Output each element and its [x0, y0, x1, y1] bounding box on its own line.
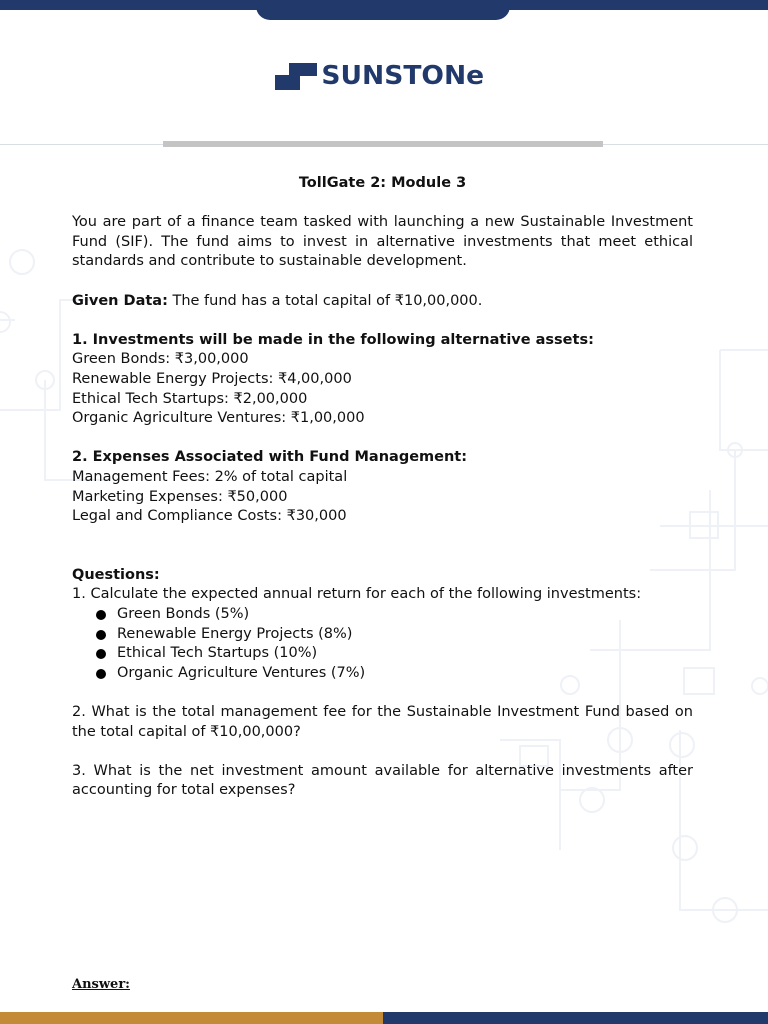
expense-item: Management Fees: 2% of total capital	[72, 468, 348, 485]
bullet-item: Ethical Tech Startups (10%)	[94, 644, 693, 664]
answer-label: Answer:	[72, 977, 130, 992]
given-data-label: Given Data:	[72, 292, 168, 309]
investment-item: Ethical Tech Startups: ₹2,00,000	[72, 390, 308, 407]
investment-item: Green Bonds: ₹3,00,000	[72, 351, 249, 368]
question-2: 2. What is the total management fee for the Sustainable Investment Fund based on the total capital of ₹10,00,000?	[72, 704, 693, 740]
given-data-text: The fund has a total capital of ₹10,00,000.	[167, 292, 483, 309]
investment-item: Organic Agriculture Ventures: ₹1,00,000	[72, 410, 365, 427]
document-body	[72, 174, 693, 801]
bullet-item: Green Bonds (5%)	[94, 605, 693, 625]
sunstone-logo-icon	[275, 63, 317, 90]
question-3: 3. What is the net investment amount available for alternative investments after accounting for total expenses?	[72, 762, 693, 799]
expense-item: Marketing Expenses: ₹50,000	[72, 488, 288, 505]
page-title: TollGate 2: Module 3	[298, 175, 467, 191]
bullet-item: Organic Agriculture Ventures (7%)	[94, 664, 693, 684]
questions-heading: Questions:	[72, 566, 160, 583]
intro-paragraph: You are part of a finance team tasked with launching a new Sustainable Investment Fund (SIF). The fund aims to invest in alternative investments that meet ethical standards and contribute to sustainable development.	[72, 214, 693, 270]
expenses-heading: 2. Expenses Associated with Fund Management:	[72, 449, 468, 466]
footer-bar-gold	[0, 1012, 383, 1024]
footer-bar-navy	[383, 1012, 768, 1024]
question-1-bullets	[72, 605, 693, 683]
investments-heading: 1. Investments will be made in the following alternative assets:	[72, 331, 594, 348]
top-header-tab	[256, 0, 510, 20]
given-data	[72, 292, 693, 312]
question-1: 1. Calculate the expected annual return for each of the following investments:	[72, 586, 642, 603]
investment-item: Renewable Energy Projects: ₹4,00,000	[72, 370, 352, 387]
expense-item: Legal and Compliance Costs: ₹30,000	[72, 508, 347, 525]
brand-name: SUNSTONe	[321, 61, 485, 91]
sunstone-logo	[275, 60, 483, 92]
header-grey-bar	[163, 141, 603, 147]
bullet-item: Renewable Energy Projects (8%)	[94, 625, 693, 645]
